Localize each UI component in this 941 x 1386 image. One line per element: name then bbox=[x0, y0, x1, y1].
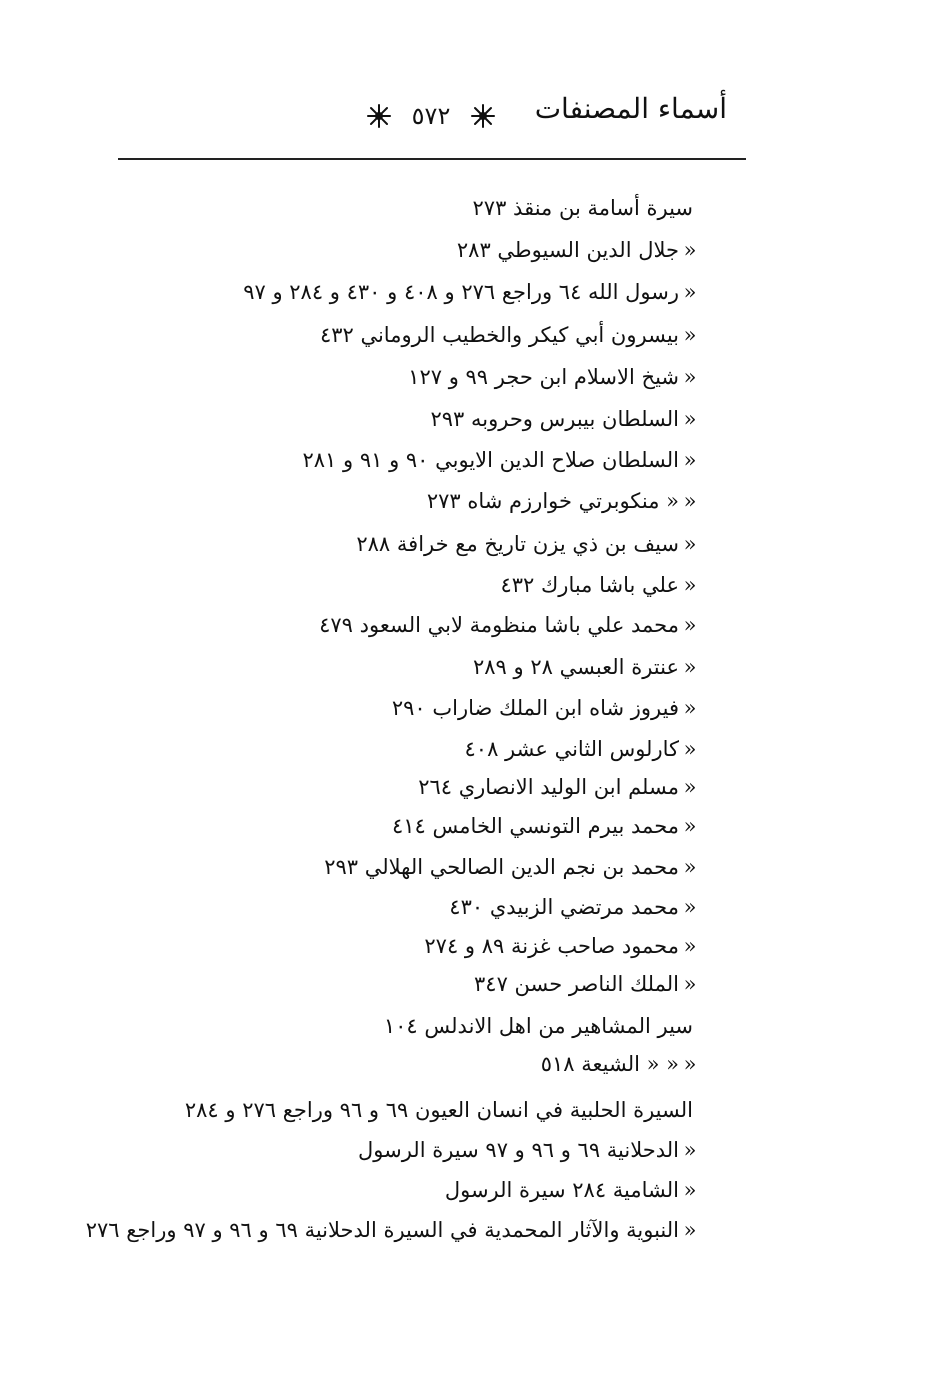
index-entry bbox=[449, 893, 701, 921]
entry-text: الشامية ٢٨٤ سيرة الرسول bbox=[444, 1178, 679, 1202]
entry-text: السيرة الحلبية في انسان العيون ٦٩ و ٩٦ وراجع ٢٧٦ و ٢٨٤ bbox=[184, 1098, 693, 1122]
index-entry bbox=[473, 194, 715, 222]
entry-text: محمد مرتضي الزبيدي ٤٣٠ bbox=[449, 895, 679, 919]
index-entry bbox=[356, 530, 701, 558]
ditto-mark: « bbox=[683, 407, 697, 431]
header-divider bbox=[118, 158, 746, 160]
entry-text: سيرة أسامة بن منقذ ٢٧٣ bbox=[472, 196, 693, 220]
index-entry bbox=[319, 611, 701, 639]
entry-text: بيسرون أبي كيكر والخطيب الروماني ٤٣٢ bbox=[319, 323, 679, 347]
ditto-mark: « bbox=[683, 448, 697, 472]
ditto-mark: « bbox=[683, 613, 697, 637]
ditto-mark: « bbox=[683, 934, 697, 958]
entry-text: مسلم ابن الوليد الانصاري ٢٦٤ bbox=[418, 775, 679, 799]
index-entry bbox=[445, 1176, 701, 1204]
index-entry bbox=[541, 1050, 701, 1078]
entry-text: « « الشيعة ٥١٨ bbox=[540, 1052, 679, 1076]
entry-text: محمد بيرم التونسي الخامس ٤١٤ bbox=[392, 814, 679, 838]
ditto-mark: « bbox=[683, 1178, 697, 1202]
index-entry bbox=[392, 812, 701, 840]
entry-text: عنترة العبسي ٢٨ و ٢٨٩ bbox=[473, 655, 679, 679]
ornament-left-icon bbox=[366, 103, 392, 129]
ditto-mark: « bbox=[683, 573, 697, 597]
entry-text: شيخ الاسلام ابن حجر ٩٩ و ١٢٧ bbox=[408, 365, 679, 389]
entry-text: محمد علي باشا منظومة لابي السعود ٤٧٩ bbox=[319, 613, 679, 637]
ditto-mark: « bbox=[683, 532, 697, 556]
index-entry bbox=[303, 446, 702, 474]
index-entry bbox=[465, 735, 701, 763]
index-entry bbox=[320, 321, 701, 349]
ditto-mark: « bbox=[683, 737, 697, 761]
entry-text: محمد بن نجم الدين الصالحي الهلالي ٢٩٣ bbox=[324, 855, 679, 879]
ditto-mark: « bbox=[683, 972, 697, 996]
page-title: أسماء المصنفات bbox=[534, 92, 727, 125]
entry-text: السلطان بيبرس وحروبه ٢٩٣ bbox=[430, 407, 679, 431]
entry-text: علي باشا مبارك ٤٣٢ bbox=[500, 573, 679, 597]
entry-text: فيروز شاه ابن الملك ضاراب ٢٩٠ bbox=[391, 696, 679, 720]
entry-text: « منكوبرتي خوارزم شاه ٢٧٣ bbox=[426, 489, 679, 513]
index-entry bbox=[500, 571, 701, 599]
index-entry bbox=[408, 363, 701, 391]
ditto-mark: « bbox=[683, 696, 697, 720]
index-entry bbox=[392, 694, 701, 722]
index-entry bbox=[185, 1096, 715, 1124]
entry-text: سيف بن ذي يزن تاريخ مع خرافة ٢٨٨ bbox=[356, 532, 679, 556]
ditto-mark: « bbox=[683, 1052, 697, 1076]
entry-text: سير المشاهير من اهل الاندلس ١٠٤ bbox=[383, 1014, 693, 1038]
index-entry bbox=[430, 405, 701, 433]
entry-text: السلطان صلاح الدين الايوبي ٩٠ و ٩١ و ٢٨١ bbox=[302, 448, 679, 472]
ditto-mark: « bbox=[683, 655, 697, 679]
index-entry bbox=[324, 853, 701, 881]
page-number: ٥٧٢ bbox=[411, 102, 451, 130]
ornament-right-icon bbox=[470, 103, 496, 129]
ditto-mark: « bbox=[683, 775, 697, 799]
ditto-mark: « bbox=[683, 280, 697, 304]
index-entry bbox=[418, 773, 701, 801]
entry-text: جلال الدين السيوطي ٢٨٣ bbox=[456, 238, 679, 262]
index-entry bbox=[358, 1136, 701, 1164]
index-entry bbox=[243, 278, 701, 306]
ditto-mark: « bbox=[683, 323, 697, 347]
ditto-mark: « bbox=[683, 1138, 697, 1162]
index-entry bbox=[384, 1012, 715, 1040]
ditto-mark: « bbox=[683, 238, 697, 262]
index-entry bbox=[474, 970, 701, 998]
index-entry bbox=[424, 932, 701, 960]
ditto-mark: « bbox=[683, 895, 697, 919]
ditto-mark: « bbox=[683, 1218, 697, 1242]
entry-text: الملك الناصر حسن ٣٤٧ bbox=[474, 972, 679, 996]
index-entry bbox=[86, 1216, 701, 1244]
ditto-mark: « bbox=[683, 365, 697, 389]
entry-text: كارلوس الثاني عشر ٤٠٨ bbox=[464, 737, 679, 761]
entry-text: النبوية والآثار المحمدية في السيرة الدحلانية ٦٩ و ٩٦ و ٩٧ وراجع ٢٧٦ bbox=[85, 1218, 679, 1242]
entry-text: رسول الله ٦٤ وراجع ٢٧٦ و ٤٠٨ و ٤٣٠ و ٢٨٤ و ٩٧ bbox=[243, 280, 679, 304]
page-number-group bbox=[366, 96, 496, 136]
index-entry bbox=[473, 653, 701, 681]
index-entry bbox=[457, 236, 701, 264]
ditto-mark: « bbox=[683, 489, 697, 513]
ditto-mark: « bbox=[683, 855, 697, 879]
ditto-mark: « bbox=[683, 814, 697, 838]
index-entry bbox=[427, 487, 701, 515]
entry-text: الدحلانية ٦٩ و ٩٦ و ٩٧ سيرة الرسول bbox=[358, 1138, 679, 1162]
entry-text: محمود صاحب غزنة ٨٩ و ٢٧٤ bbox=[424, 934, 679, 958]
